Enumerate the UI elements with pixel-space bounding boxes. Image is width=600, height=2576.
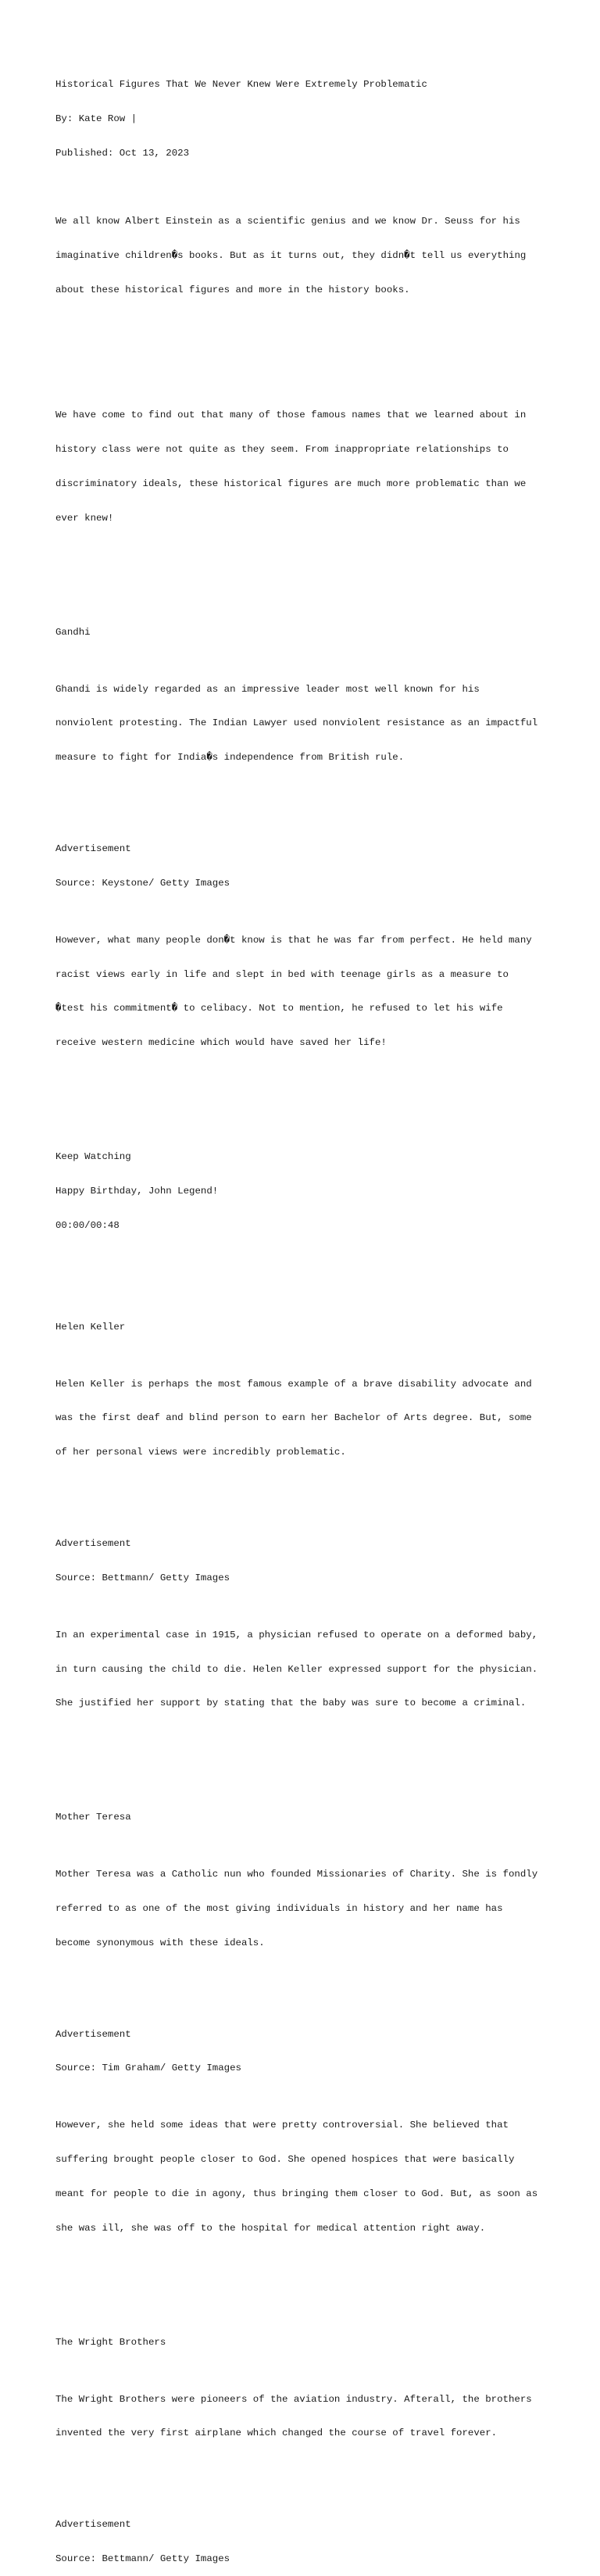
advertisement-label: Advertisement (55, 2028, 131, 2040)
video-title[interactable]: Happy Birthday, John Legend! (55, 1185, 219, 1197)
paragraph-line: ever knew! (55, 512, 114, 524)
paragraph-line: of her personal views were incredibly problematic. (55, 1447, 346, 1458)
section-heading-wright-brothers: The Wright Brothers (55, 2336, 166, 2348)
keller-paragraph-1 (55, 1356, 587, 1482)
keep-watching-label: Keep Watching (55, 1151, 131, 1162)
paragraph-line: measure to fight for India�s independence from British rule. (55, 752, 405, 764)
paragraph-line: receive western medicine which would have saved her life! (55, 1037, 387, 1049)
paragraph-line: imaginative children�s books. But as it turns out, they didn�t tell us everything (55, 250, 527, 262)
paragraph-line: Helen Keller is perhaps the most famous example of a brave disability advocate and (55, 1378, 532, 1390)
image-source-credit: Source: Bettmann/ Getty Images (55, 1572, 230, 1583)
paragraph-line: about these historical figures and more in the history books. (55, 284, 410, 295)
paragraph-line: nonviolent protesting. The Indian Lawyer used nonviolent resistance as an impactful (55, 717, 538, 729)
article-published-date: Published: Oct 13, 2023 (55, 147, 190, 159)
paragraph-line: However, she held some ideas that were pretty controversial. She believed that (55, 2120, 509, 2131)
paragraph-line: discriminatory ideals, these historical figures are much more problematic than we (55, 478, 527, 489)
keller-paragraph-2 (55, 1607, 587, 1733)
intro-paragraph-1 (55, 193, 587, 319)
advertisement-label: Advertisement (55, 843, 131, 854)
advertisement-label: Advertisement (55, 2519, 131, 2531)
section-heading-gandhi: Gandhi (55, 626, 91, 638)
paragraph-line: invented the very first airplane which changed the course of travel forever. (55, 2428, 498, 2439)
paragraph-line: she was ill, she was off to the hospital for medical attention right away. (55, 2222, 486, 2234)
paragraph-line: Ghandi is widely regarded as an impressive leader most well known for his (55, 683, 480, 695)
advertisement-label: Advertisement (55, 1538, 131, 1549)
intro-paragraph-2 (55, 387, 587, 546)
paragraph-line: We all know Albert Einstein as a scientific genius and we know Dr. Seuss for his (55, 216, 520, 227)
wright-paragraph-1 (55, 2370, 587, 2462)
paragraph-line: Mother Teresa was a Catholic nun who founded Missionaries of Charity. She is fondly (55, 1869, 538, 1880)
paragraph-line: We have come to find out that many of those famous names that we learned about in (55, 410, 527, 421)
paragraph-line: The Wright Brothers were pioneers of the aviation industry. Afterall, the brothers (55, 2393, 532, 2405)
image-source-credit: Source: Bettmann/ Getty Images (55, 2553, 230, 2564)
paragraph-line: In an experimental case in 1915, a physician refused to operate on a deformed baby, (55, 1629, 538, 1640)
paragraph-line: meant for people to die in agony, thus bringing them closer to God. But, as soon as (55, 2188, 538, 2199)
teresa-paragraph-2 (55, 2097, 587, 2256)
article-title: Historical Figures That We Never Knew Were Extremely Problematic (55, 79, 427, 91)
article-text (55, 56, 587, 2576)
paragraph-line: referred to as one of the most giving individuals in history and her name has (55, 1903, 503, 1914)
paragraph-line: history class were not quite as they seem. From inappropriate relationships to (55, 444, 509, 456)
paragraph-line: suffering brought people closer to God. She opened hospices that were basically (55, 2154, 515, 2166)
section-heading-mother-teresa: Mother Teresa (55, 1812, 131, 1823)
image-source-credit: Source: Keystone/ Getty Images (55, 877, 230, 889)
paragraph-line: become synonymous with these ideals. (55, 1937, 265, 1948)
gandhi-paragraph-2 (55, 912, 587, 1072)
section-heading-helen-keller: Helen Keller (55, 1321, 126, 1333)
gandhi-paragraph-1 (55, 660, 587, 786)
video-time-readout: 00:00/00:48 (55, 1219, 120, 1231)
teresa-paragraph-1 (55, 1846, 587, 1972)
paragraph-line: racist views early in life and slept in bed with teenage girls as a measure to (55, 968, 509, 980)
image-source-credit: Source: Tim Graham/ Getty Images (55, 2063, 241, 2074)
paragraph-line: She justified her support by stating that the baby was sure to become a criminal. (55, 1698, 527, 1709)
paragraph-line: �test his commitment� to celibacy. Not to mention, he refused to let his wife (55, 1003, 503, 1014)
paragraph-line: However, what many people don�t know is that he was far from perfect. He held many (55, 934, 532, 946)
paragraph-line: in turn causing the child to die. Helen Keller expressed support for the physician. (55, 1663, 538, 1675)
paragraph-line: was the first deaf and blind person to earn her Bachelor of Arts degree. But, some (55, 1412, 532, 1424)
article-byline: By: Kate Row | (55, 113, 138, 124)
